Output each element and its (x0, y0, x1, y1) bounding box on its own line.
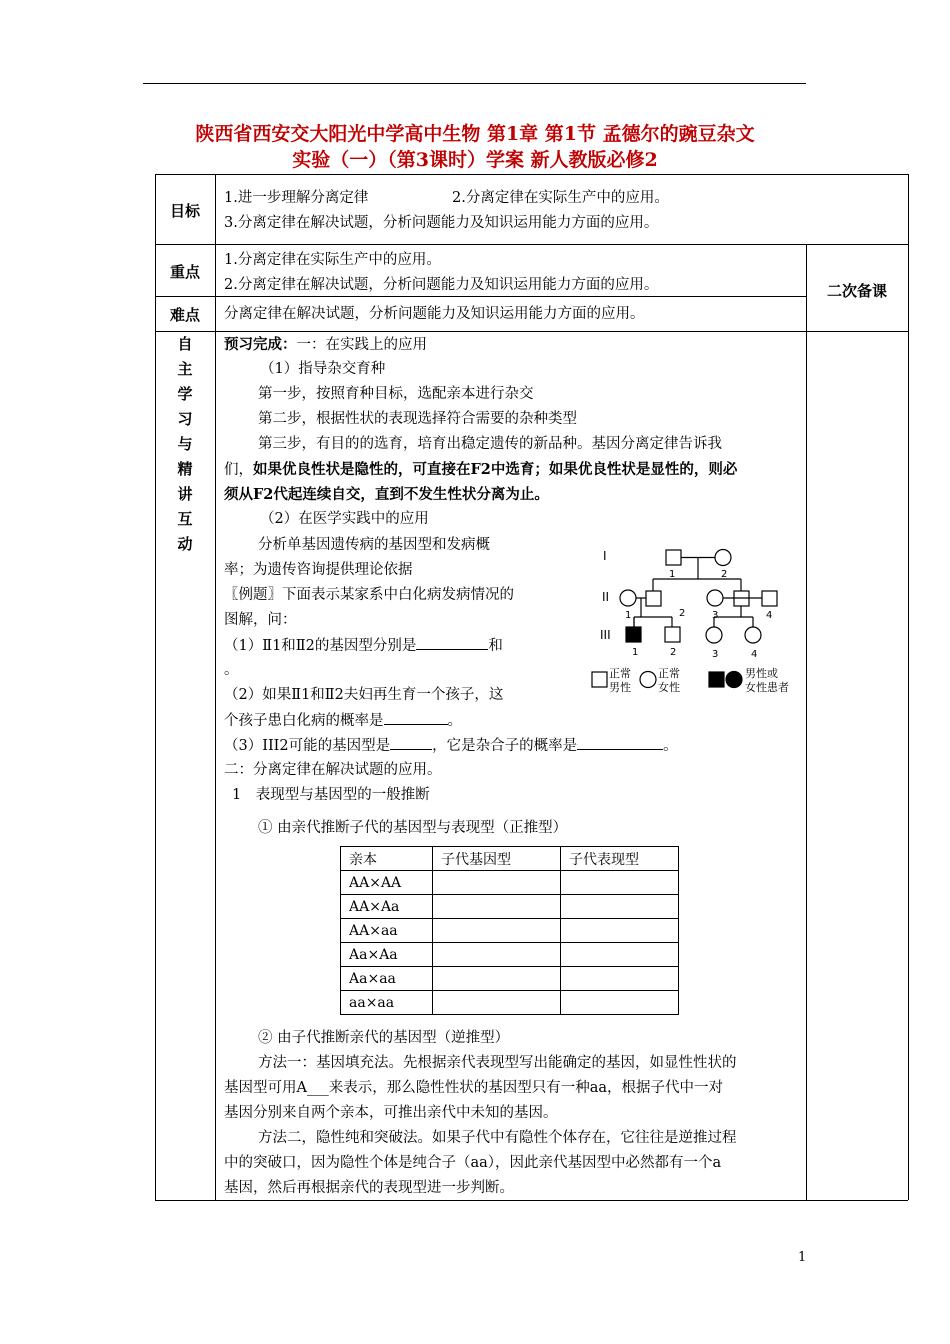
step1-text: 第一步，按照育种目标，选配亲本进行杂交 (258, 386, 534, 402)
header-cell: 子代基因型 (433, 847, 561, 871)
section-char: 学 (177, 385, 193, 403)
gen2-male-symbol (646, 591, 661, 606)
preview-rest: 一：在实践上的应用 (296, 337, 427, 353)
sub-heading-breeding: （1）指导杂交育种 (260, 361, 386, 377)
preview-bold: 预习完成： (224, 336, 297, 353)
empty-cell[interactable] (561, 991, 679, 1015)
question2-end: 。 (447, 713, 462, 729)
question1 (224, 633, 503, 659)
legend-text: 女性 (658, 681, 680, 694)
question2-text: 个孩子患白化病的概率是 (224, 713, 384, 729)
key-points-label: 重点 (169, 263, 200, 281)
empty-cell[interactable] (561, 943, 679, 967)
sub-heading-medical: （2）在医学实践中的应用 (260, 511, 429, 527)
second-prep-label: 二次备课 (826, 282, 887, 300)
table-row (341, 919, 679, 943)
section-char: 精 (177, 460, 193, 478)
table-row-divider-1 (155, 244, 908, 245)
gen2-male-symbol (762, 591, 777, 606)
method1-line3: 基因分别来自两个亲本，可推出亲代中未知的基因。 (224, 1105, 558, 1121)
forward-inference-heading: ① 由亲代推断子代的基因型与表现型（正推型） (258, 820, 568, 836)
goal-line2: 3.分离定律在解决试题，分析问题能力及知识运用能力方面的应用。 (224, 215, 659, 231)
example-line2: 图解，问： (224, 612, 297, 628)
step3-cont: 们， (224, 462, 253, 478)
step3-bold: 如果优良性状是隐性的，可直接在F2中选育；如果优良性状是显性的，则必 (253, 461, 738, 478)
question3 (224, 733, 678, 759)
table-row (341, 943, 679, 967)
section-char: 自 (177, 335, 193, 353)
document-title-line2: 实验（一）（第3课时）学案 新人教版必修2 (292, 149, 658, 171)
question1-text: （1）Ⅱ1和Ⅱ2的基因型分别是 (224, 638, 417, 654)
answer-blank[interactable] (416, 633, 488, 650)
gen3-male-symbol (665, 627, 680, 642)
table-border-top (155, 174, 908, 175)
method2-line1: 方法二，隐性纯和突破法。如果子代中有隐性个体存在，它往往是逆推过程 (258, 1130, 737, 1146)
question1-end: 。 (224, 662, 239, 678)
section-char: 习 (177, 410, 193, 428)
step3-continued (224, 457, 737, 483)
legend-text: 正常 (609, 667, 631, 680)
gen1-male-symbol (666, 550, 681, 565)
individual-number: 2 (721, 569, 728, 580)
section-char: 互 (177, 510, 193, 528)
gen3-female-symbol (706, 627, 722, 643)
cross-cell: AA×AA (341, 871, 433, 895)
empty-cell[interactable] (433, 919, 561, 943)
table-border-right (908, 174, 909, 1200)
section-char: 动 (177, 535, 193, 553)
cross-cell: aa×aa (341, 991, 433, 1015)
gen2-female-symbol (707, 590, 723, 606)
empty-cell[interactable] (561, 895, 679, 919)
table-header-row (341, 847, 679, 871)
legend-normal-male-symbol (592, 672, 607, 687)
key-line2: 2.分离定律在解决试题，分析问题能力及知识运用能力方面的应用。 (224, 277, 659, 293)
step3-bold-line2: 须从F2代起连续自交，直到不发生性状分离为止。 (224, 486, 549, 503)
individual-number: 4 (766, 610, 773, 621)
table-row (341, 967, 679, 991)
empty-cell[interactable] (561, 967, 679, 991)
document-title-line1: 陕西省西安交大阳光中学高中生物 第1章 第1节 孟德尔的豌豆杂文 (195, 123, 755, 145)
table-row (341, 895, 679, 919)
table-col-divider-notes (806, 244, 807, 1200)
legend-text: 男性 (609, 681, 631, 694)
empty-cell[interactable] (561, 919, 679, 943)
difficulty-label: 难点 (169, 306, 200, 324)
legend-affected-female-symbol (726, 672, 742, 688)
legend-text: 正常 (658, 667, 680, 680)
example-line1: 〖例题〗下面表示某家系中白化病发病情况的 (224, 587, 514, 603)
header-cell: 子代表现型 (561, 847, 679, 871)
gen1-female-symbol (715, 550, 731, 566)
goal-line1-b: 2.分离定律在实际生产中的应用。 (452, 190, 669, 206)
method2-line2: 中的突破口，因为隐性个体是纯合子（aa），因此亲代基因型中必然都有一个a (224, 1155, 722, 1171)
gen3-affected-male-symbol (626, 627, 641, 642)
question2-line2 (224, 708, 462, 734)
header-rule (143, 83, 806, 84)
empty-cell[interactable] (433, 991, 561, 1015)
method1-line1: 方法一：基因填充法。先根据亲代表现型写出能确定的基因，如显性性状的 (258, 1055, 737, 1071)
table-row (341, 871, 679, 895)
empty-cell[interactable] (433, 967, 561, 991)
gen3-female-symbol (745, 627, 761, 643)
generation-label: III (600, 628, 611, 642)
medical-line2: 率；为遗传咨询提供理论依据 (224, 562, 413, 578)
individual-number: 3 (712, 649, 719, 660)
header-cell: 亲本 (341, 847, 433, 871)
legend-affected-male-symbol (709, 672, 724, 687)
generation-label: II (602, 590, 610, 604)
empty-cell[interactable] (433, 871, 561, 895)
method1-line2: 基因型可用A___来表示，那么隐性性状的基因型只有一种aa，根据子代中一对 (224, 1080, 724, 1096)
part2-heading: 二：分离定律在解决试题的应用。 (224, 762, 442, 778)
individual-number: 4 (751, 649, 758, 660)
table-border-left (155, 174, 156, 1200)
medical-line1: 分析单基因遗传病的基因型和发病概 (258, 537, 490, 553)
genotype-table (340, 846, 679, 1015)
difficulty-text: 分离定律在解决试题，分析问题能力及知识运用能力方面的应用。 (224, 306, 645, 322)
step2-text: 第二步，根据性状的表现选择符合需要的杂种类型 (258, 411, 577, 427)
individual-number: 2 (679, 608, 686, 619)
cross-cell: AA×Aa (341, 895, 433, 919)
section-char: 主 (177, 360, 193, 378)
individual-number: 1 (669, 569, 676, 580)
individual-number: 1 (625, 610, 632, 621)
page-number: 1 (798, 1250, 807, 1265)
cross-cell: AA×aa (341, 919, 433, 943)
goal-line1-a: 1.进一步理解分离定律 (224, 190, 369, 206)
step3-text: 第三步，有目的的选育，培育出稳定遗传的新品种。基因分离定律告诉我 (258, 436, 722, 452)
backward-inference-heading: ② 由子代推断亲代的基因型（逆推型） (258, 1030, 510, 1046)
empty-cell[interactable] (433, 895, 561, 919)
cross-cell: Aa×Aa (341, 943, 433, 967)
method2-line3: 基因，然后再根据亲代的表现型进一步判断。 (224, 1180, 514, 1196)
empty-cell[interactable] (433, 943, 561, 967)
individual-number: 3 (712, 610, 719, 621)
legend-normal-female-symbol (640, 672, 656, 688)
section-label-vertical (155, 332, 215, 557)
answer-blank[interactable] (390, 733, 432, 750)
legend-text: 男性或 (745, 667, 778, 680)
legend-text: 女性患者 (745, 681, 789, 694)
question1-and: 和 (488, 638, 503, 654)
empty-cell[interactable] (561, 871, 679, 895)
section-char: 与 (177, 435, 193, 453)
individual-number: 1 (632, 647, 639, 658)
question3-end: 。 (663, 738, 678, 754)
answer-blank[interactable] (577, 733, 663, 750)
generation-label: I (603, 549, 607, 563)
table-row (341, 991, 679, 1015)
part2-sub1: 1 表现型与基因型的一般推断 (232, 787, 430, 803)
section-char: 讲 (177, 485, 193, 503)
table-col-divider-label (215, 174, 216, 1200)
question3-text: （3）III2可能的基因型是 (224, 738, 391, 754)
question3-text2: ，它是杂合子的概率是 (432, 738, 578, 754)
cross-cell: Aa×aa (341, 967, 433, 991)
individual-number: 2 (670, 647, 677, 658)
answer-blank[interactable] (384, 708, 448, 725)
preview-heading (224, 332, 427, 358)
pedigree-diagram (588, 545, 804, 701)
key-line1: 1.分离定律在实际生产中的应用。 (224, 252, 441, 268)
goal-label: 目标 (169, 202, 200, 220)
question2-line1: （2）如果Ⅱ1和Ⅱ2夫妇再生育一个孩子，这 (224, 687, 504, 703)
gen2-female-symbol (620, 590, 636, 606)
